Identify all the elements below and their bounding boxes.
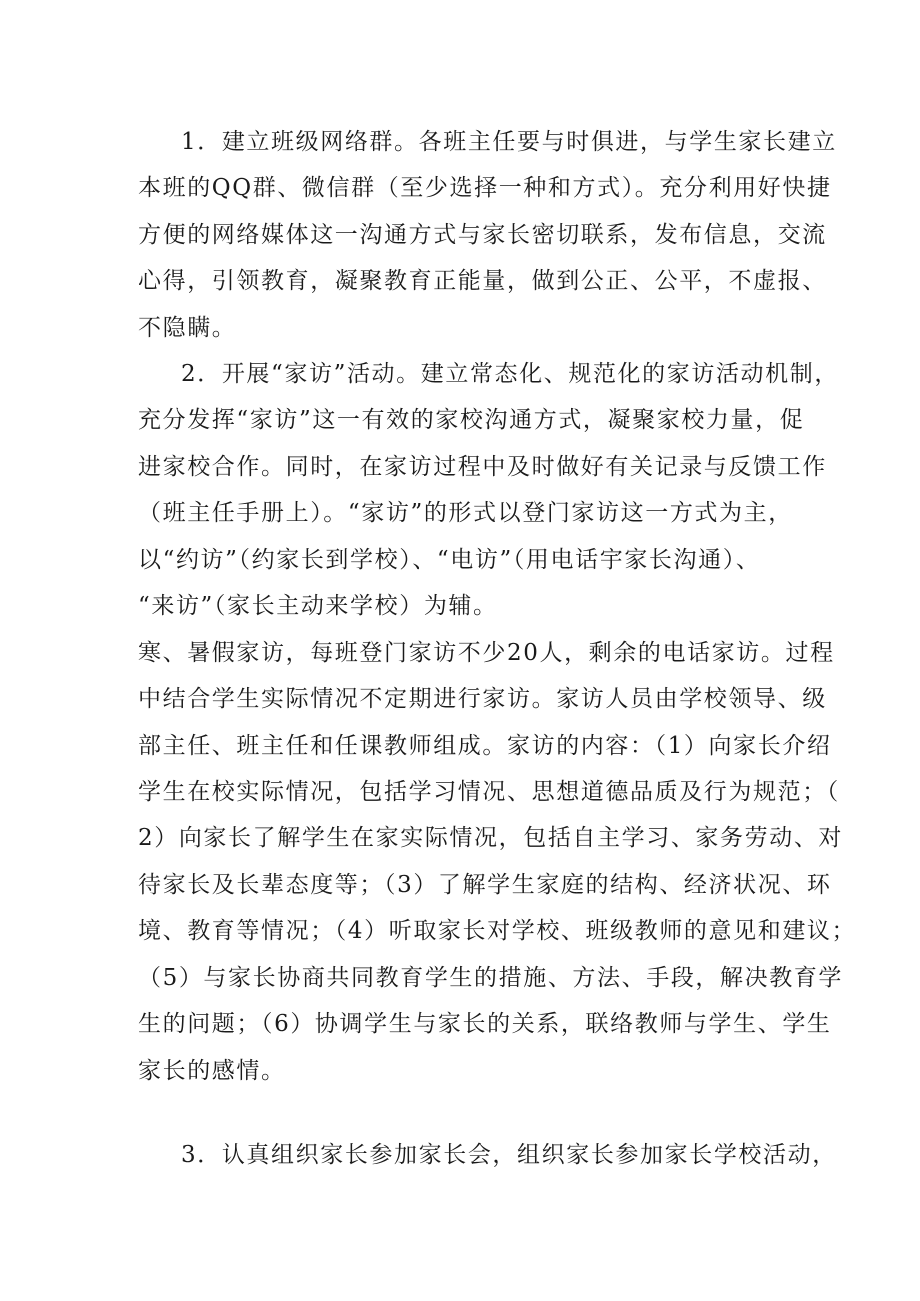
paragraph-1-line-2: 本班的QQ群、微信群（至少选择一种和方式）。充分利用好快捷 [138, 175, 832, 201]
paragraph-3-line-5: 2）向家长了解学生在家实际情况，包括自主学习、家务劳动、对 [138, 825, 844, 851]
paragraph-2-line-6: “来访”（家长主动来学校）为辅。 [138, 593, 498, 619]
paragraph-3-line-10: 家长的感情。 [138, 1058, 286, 1084]
paragraph-3-line-2: 中结合学生实际情况不定期进行家访。家访人员由学校领导、级 [138, 686, 827, 712]
paragraph-3-line-6: 待家长及长辈态度等；（3）了解学生家庭的结构、经济状况、环 [138, 872, 832, 898]
paragraph-1-line-5: 不隐瞒。 [138, 315, 237, 341]
paragraph-4-line-1: 3．认真组织家长参加家长会，组织家长参加家长学校活动， [181, 1142, 837, 1168]
paragraph-1-line-1: 1．建立班级网络群。各班主任要与时俱进，与学生家长建立 [181, 129, 837, 155]
paragraph-1-line-4: 心得，引领教育，凝聚教育正能量，做到公正、公平，不虚报、 [138, 268, 827, 294]
paragraph-1-line-3: 方便的网络媒体这一沟通方式与家长密切联系，发布信息，交流 [138, 222, 827, 248]
paragraph-3-line-4: 学生在校实际情况，包括学习情况、思想道德品质及行为规范；（ [138, 779, 840, 805]
paragraph-2-line-5: 以“约访”（约家长到学校）、“电访”（用电话宇家长沟通）、 [138, 547, 761, 573]
paragraph-3-line-3: 部主任、班主任和任课教师组成。家访的内容：（1）向家长介绍 [138, 733, 832, 759]
paragraph-2-line-1: 2．开展“家访”活动。建立常态化、规范化的家访活动机制， [181, 361, 839, 387]
paragraph-3-line-7: 境、教育等情况；（4）听取家长对学校、班级教师的意见和建议； [138, 918, 857, 944]
paragraph-3-line-1: 寒、暑假家访，每班登门家访不少20人，剩余的电话家访。过程 [138, 640, 835, 666]
paragraph-2-line-2: 充分发挥“家访”这一有效的家校沟通方式，凝聚家校力量，促 [138, 407, 805, 433]
paragraph-2-line-4: （班主任手册上）。“家访”的形式以登门家访这一方式为主， [138, 500, 793, 526]
paragraph-3-line-8: （5）与家长协商共同教育学生的措施、方法、手段，解决教育学 [138, 965, 844, 991]
paragraph-2-line-3: 进家校合作。同时，在家访过程中及时做好有关记录与反馈工作 [138, 454, 827, 480]
paragraph-3-line-9: 生的问题；（6）协调学生与家长的关系，联络教师与学生、学生 [138, 1011, 832, 1037]
